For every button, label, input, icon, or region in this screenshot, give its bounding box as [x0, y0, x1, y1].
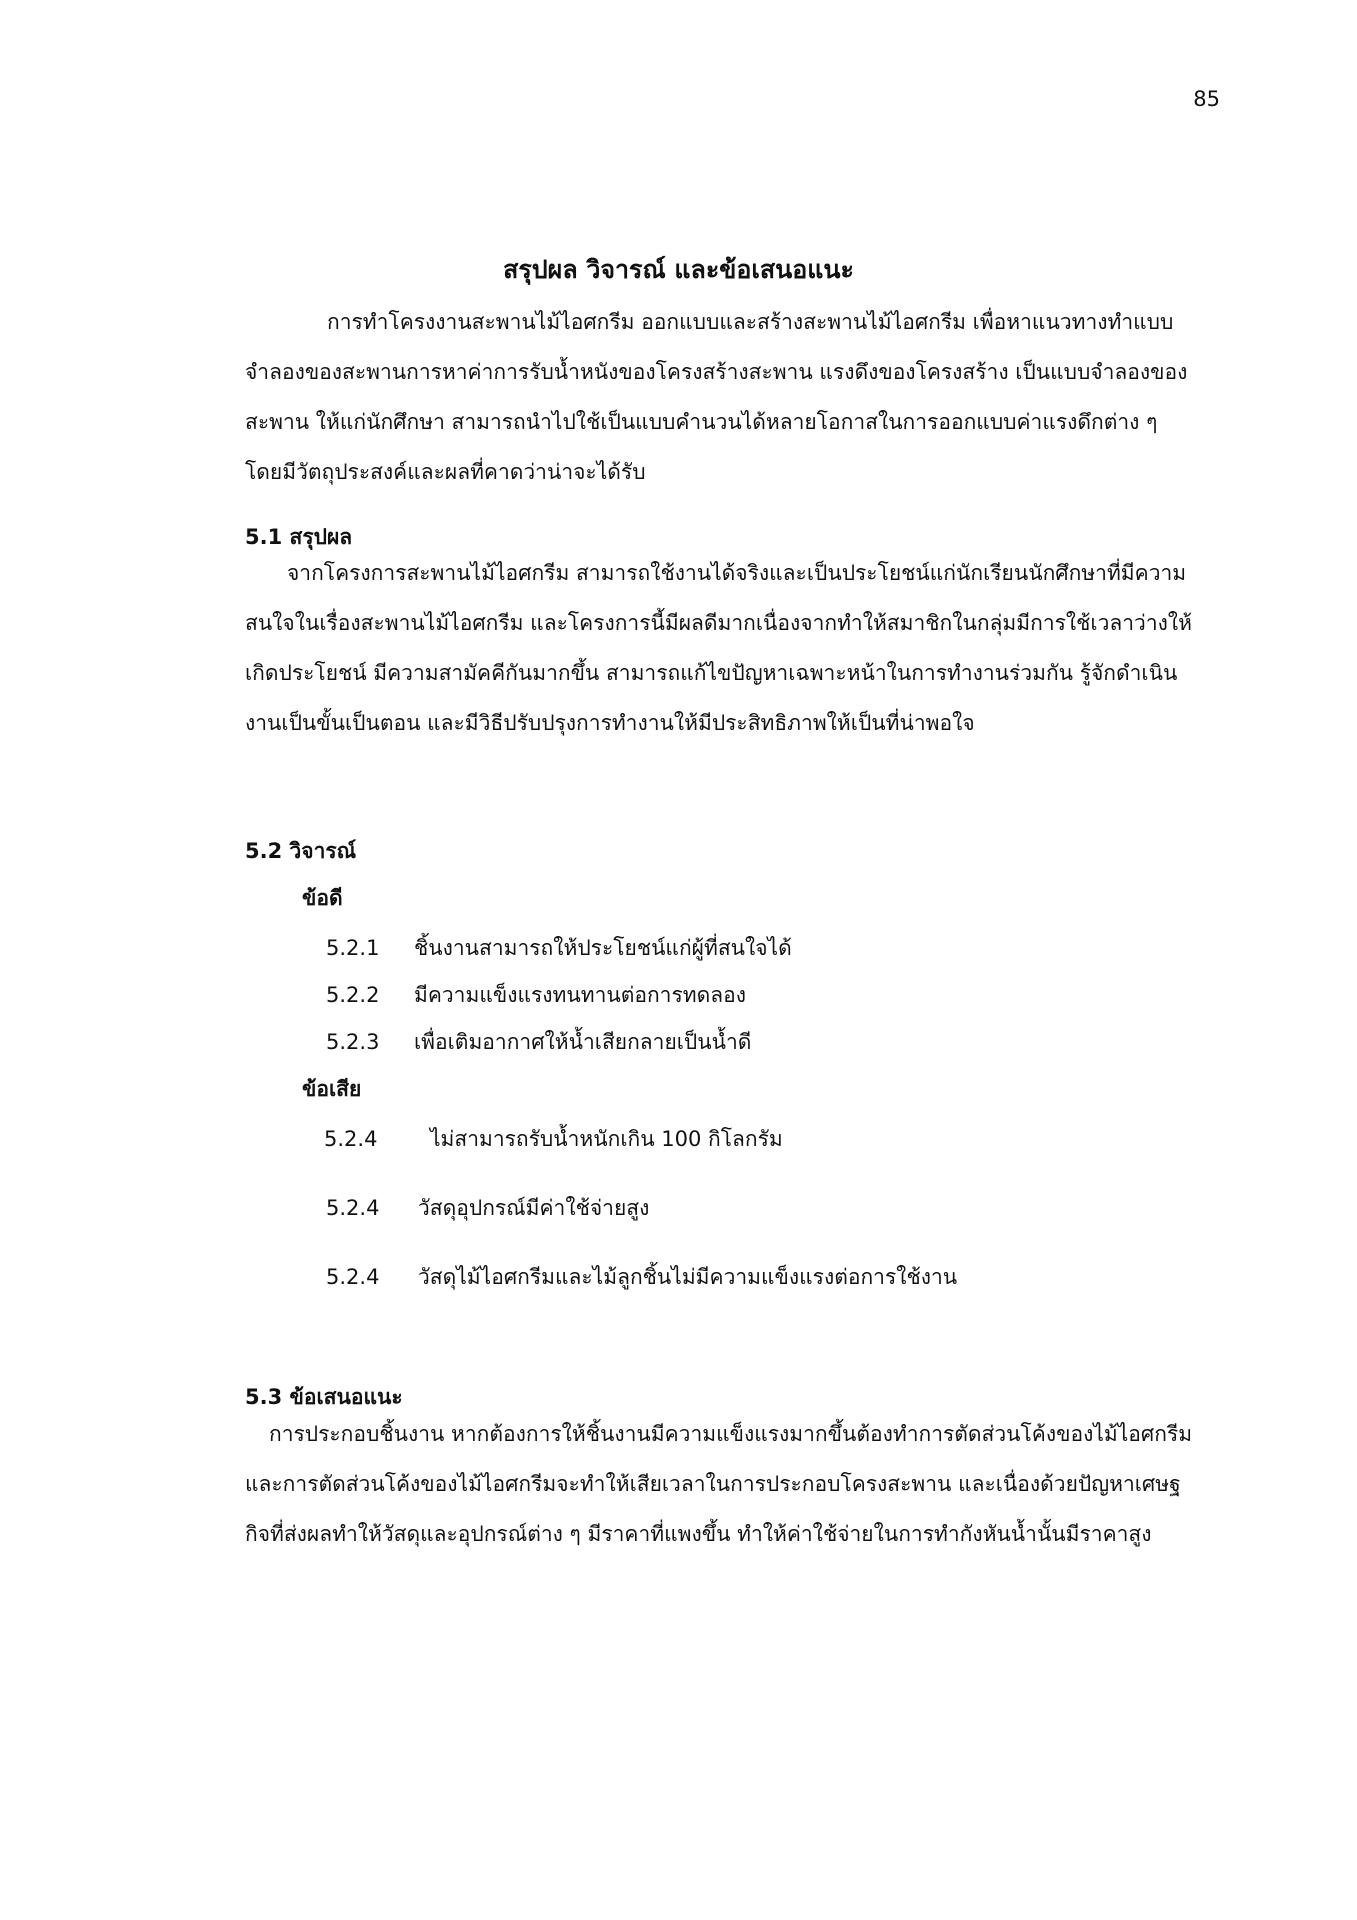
pros-label: ข้อดี	[302, 886, 343, 910]
pros-item-text: มีความแข็งแรงทนทานต่อการทดลอง	[414, 983, 746, 1007]
cons-item-text: วัสดุอุปกรณ์มีค่าใช้จ่ายสูง	[418, 1196, 650, 1220]
cons-item-text: ไม่สามารถรับน้ำหนักเกิน 100 กิโลกรัม	[430, 1127, 783, 1151]
intro-paragraph	[245, 297, 1197, 497]
page-title: สรุปผล วิจารณ์ และข้อเสนอแนะ	[503, 255, 854, 284]
cons-item-number: 5.2.4	[324, 1127, 378, 1151]
section-5-3-heading: 5.3 ข้อเสนอแนะ	[245, 1385, 403, 1409]
pros-item-number: 5.2.2	[326, 983, 380, 1007]
pros-item-number: 5.2.1	[326, 936, 380, 960]
pros-item-number: 5.2.3	[326, 1030, 380, 1054]
cons-label: ข้อเสีย	[302, 1077, 362, 1101]
cons-item-number: 5.2.4	[326, 1196, 380, 1220]
pros-item-text: ชิ้นงานสามารถให้ประโยชน์แก่ผู้ที่สนใจได้	[414, 936, 792, 960]
cons-item-number: 5.2.4	[326, 1265, 380, 1289]
intro-text: การทำโครงงานสะพานไม้ไอศกรีม ออกแบบและสร้างสะพานไม้ไอศกรีม เพื่อหาแนวทางทำแบบจำลองของสะพานการหาค่าการรับน้ำหนังของโครงสร้างสะพาน แรงดึงของโครงสร้าง เป็นแบบจำลองของสะพาน ให้แก่นักศึกษา สามารถนำไปใช้เป็นแบบคำนวนได้หลายโอกาสในการออกแบบค่าแรงดึกต่าง ๆ โดยมีวัตถุประสงค์และผลที่คาดว่าน่าจะได้รับ	[245, 310, 1188, 484]
page-number: 85	[1193, 87, 1220, 111]
section-5-1-text: จากโครงการสะพานไม้ไอศกรีม สามารถใช้งานได้จริงและเป็นประโยชน์แก่นักเรียนนักศึกษาที่มีความสนใจในเรื่องสะพานไม้ไอศกรีม และโครงการนี้มีผลดีมากเนื่องจากทำให้สมาชิกในกลุ่มมีการใช้เวลาว่างให้เกิดประโยชน์ มีความสามัคคีกันมากขึ้น สามารถแก้ไขปัญหาเฉพาะหน้าในการทำงานร่วมกัน รู้จักดำเนินงานเป็นขั้นเป็นตอน และมีวิธีปรับปรุงการทำงานให้มีประสิทธิภาพให้เป็นที่น่าพอใจ	[245, 561, 1192, 735]
section-5-1-paragraph	[245, 548, 1197, 748]
section-5-2-heading: 5.2 วิจารณ์	[245, 839, 357, 863]
section-5-1-heading: 5.1 สรุปผล	[245, 525, 353, 549]
pros-item-text: เพื่อเติมอากาศให้น้ำเสียกลายเป็นน้ำดี	[414, 1030, 752, 1054]
cons-item-text: วัสดุไม้ไอศกรีมและไม้ลูกชิ้นไม่มีความแข็งแรงต่อการใช้งาน	[418, 1265, 958, 1289]
section-5-3-paragraph	[245, 1409, 1197, 1559]
section-5-3-text: การประกอบชิ้นงาน หากต้องการให้ชิ้นงานมีความแข็งแรงมากขึ้นต้องทำการตัดส่วนโค้งของไม้ไอศกรีม และการตัดส่วนโค้งของไม้ไอศกรีมจะทำให้เสียเวลาในการประกอบโครงสะพาน และเนื่องด้วยปัญหาเศษฐกิจที่ส่งผลทำให้วัสดุและอุปกรณ์ต่าง ๆ มีราคาที่แพงขึ้น ทำให้ค่าใช้จ่ายในการทำกังหันน้ำนั้นมีราคาสูง	[245, 1422, 1193, 1546]
